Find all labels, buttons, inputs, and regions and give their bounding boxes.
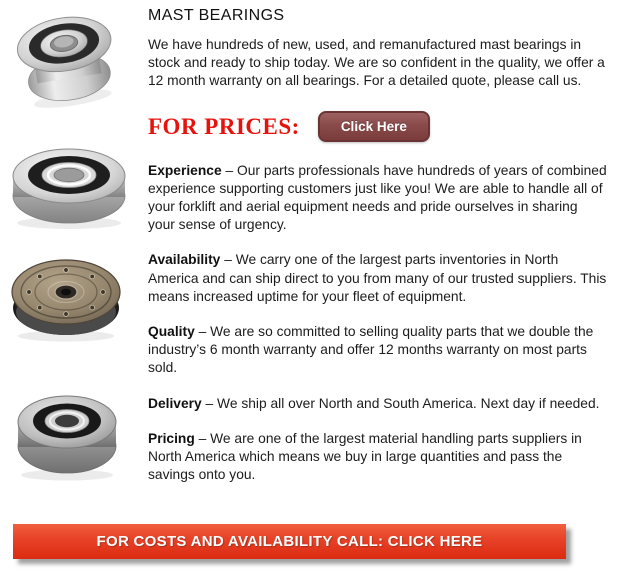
section-delivery-text: – We ship all over North and South America. Next day if needed. bbox=[205, 395, 600, 411]
costs-availability-banner-label: FOR COSTS AND AVAILABILITY CALL: CLICK HERE bbox=[96, 533, 483, 550]
section-pricing-label: Pricing bbox=[148, 430, 195, 446]
chain-sheave-pulley-photo bbox=[8, 246, 125, 343]
chain-sheave-pulley-image bbox=[8, 246, 125, 343]
section-quality bbox=[148, 323, 608, 378]
section-experience-label: Experience bbox=[148, 162, 222, 178]
main-content bbox=[148, 7, 608, 501]
section-pricing-text: – We are one of the largest material handling parts suppliers in North America which means we buy in large quantities and pass the savings onto you. bbox=[148, 430, 582, 483]
costs-availability-banner-link[interactable] bbox=[13, 524, 566, 559]
section-availability-text: – We carry one of the largest parts inventories in North America and can ship direct to you from many of our trusted suppliers. This means increased uptime for your fleet of equipment. bbox=[148, 252, 607, 304]
section-availability-label: Availability bbox=[148, 252, 221, 268]
for-prices-label: FOR PRICES: bbox=[148, 113, 300, 139]
flanged-mast-bearing-photo bbox=[12, 6, 120, 108]
section-experience-text: – Our parts professionals have hundreds of years of combined experience supporting customers just like you! We are able to handle all of your forklift and aerial equipment needs and pride ourselves in sharing your sense of urgency. bbox=[148, 162, 607, 233]
page-title: MAST BEARINGS bbox=[148, 7, 285, 24]
section-availability bbox=[148, 251, 608, 306]
mast-guide-bearing-photo bbox=[8, 140, 130, 230]
section-quality-label: Quality bbox=[148, 324, 195, 340]
section-pricing bbox=[148, 430, 608, 485]
intro-paragraph: We have hundreds of new, used, and remanufactured mast bearings in stock and ready to ship today. We are so confident in the quality, we offer a 12 month warranty on all bearings. For a detailed quote, please call us. bbox=[148, 37, 605, 89]
section-quality-text: – We are so committed to selling quality parts that we double the industry’s 6 month warranty and offer 12 months warranty on most parts sold. bbox=[148, 324, 594, 376]
section-experience bbox=[148, 162, 608, 235]
flanged-mast-bearing-image bbox=[12, 6, 120, 108]
mast-guide-bearing-image bbox=[8, 140, 130, 230]
section-delivery bbox=[148, 395, 608, 413]
for-prices-row bbox=[148, 109, 608, 145]
section-delivery-label: Delivery bbox=[148, 395, 202, 411]
mast-roller-bearing-photo bbox=[11, 386, 123, 482]
mast-roller-bearing-image bbox=[11, 386, 123, 482]
click-here-button[interactable]: Click Here bbox=[318, 111, 430, 142]
